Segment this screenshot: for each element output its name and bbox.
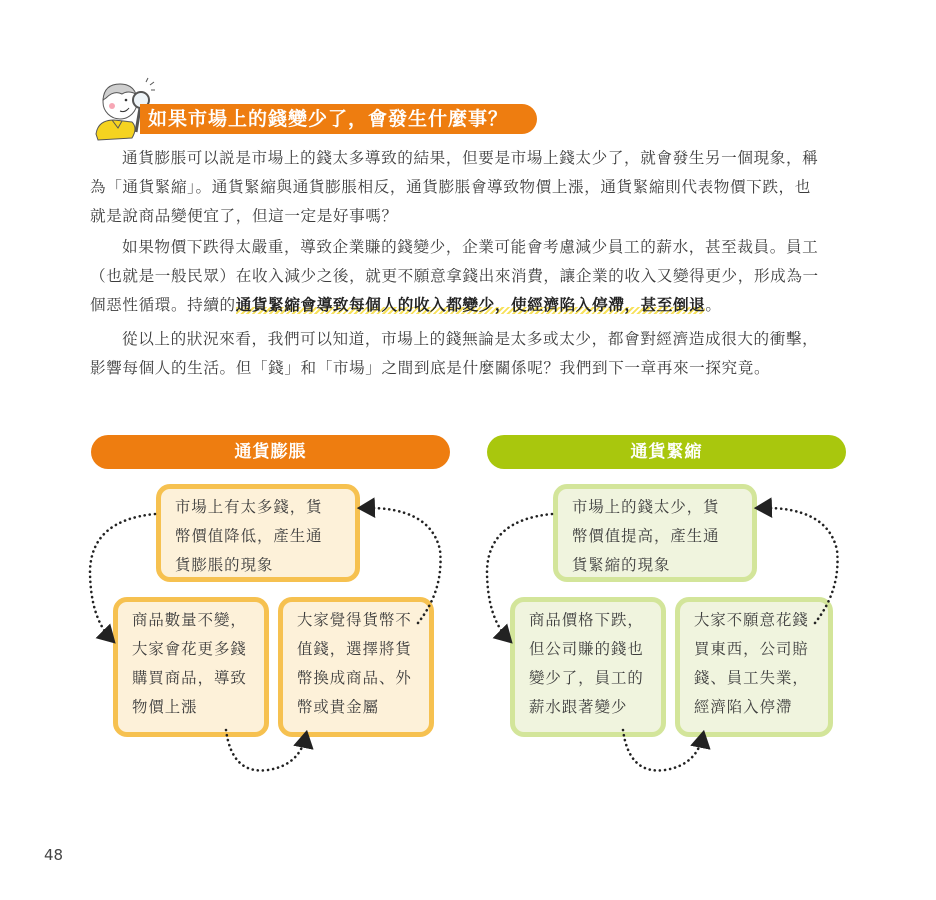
box-line: 購買商品，導致 <box>132 669 247 687</box>
paragraph-3 <box>90 325 860 383</box>
deflation-right-box <box>675 597 833 737</box>
paragraph-line: 通貨膨脹可以説是市場上的錢太多導致的結果，但要是市場上錢太少了，就會發生另一個現象，稱 <box>122 149 819 167</box>
paragraph-2 <box>90 233 860 320</box>
deflation-header: 通貨緊縮 <box>487 435 846 469</box>
paragraph-line: 影響每個人的生活。但「錢」和「市場」之間到底是什麼關係呢？我們到下一章再來一探究竟。 <box>90 359 771 377</box>
section-title: 如果市場上的錢變少了，會發生什麼事？ <box>140 104 537 134</box>
box-line: 市場上有太多錢，貨 <box>175 498 323 516</box>
box-line: 大家不願意花錢 <box>694 611 809 629</box>
box-line: 值錢，選擇將貨 <box>297 640 412 658</box>
inflation-right-box <box>278 597 434 737</box>
box-line: 幣價值提高，產生通 <box>572 527 720 545</box>
box-line: 大家會花更多錢 <box>132 640 247 658</box>
paragraph-line-prefix: 個惡性循環。持續的 <box>90 296 236 314</box>
box-line: 市場上的錢太少，貨 <box>572 498 720 516</box>
box-line: 薪水跟著變少 <box>529 698 628 716</box>
deflation-left-box <box>510 597 666 737</box>
box-line: 錢、員工失業， <box>694 669 809 687</box>
box-line: 大家覺得貨幣不 <box>297 611 412 629</box>
box-line: 商品數量不變， <box>132 611 247 629</box>
deflation-top-box <box>553 484 757 582</box>
page-number: 48 <box>44 846 64 864</box>
box-line: 經濟陷入停滯 <box>694 698 793 716</box>
paragraph-line-suffix: 。 <box>705 296 722 314</box>
paragraph-line: （也就是一般民眾）在收入減少之後，就更不願意拿錢出來消費，讓企業的收入又變得更少，形成為一 <box>90 267 819 285</box>
paragraph-line: 就是說商品變便宜了，但這一定是好事嗎？ <box>90 207 398 225</box>
box-line: 幣價值降低，產生通 <box>175 527 323 545</box>
box-line: 幣或貴金屬 <box>297 698 379 716</box>
inflation-top-box <box>156 484 360 582</box>
inflation-left-box <box>113 597 269 737</box>
inflation-header: 通貨膨脹 <box>91 435 450 469</box>
box-line: 物價上漲 <box>132 698 198 716</box>
box-line: 貨膨脹的現象 <box>175 556 274 574</box>
paragraph-line: 從以上的狀況來看，我們可以知道，市場上的錢無論是太多或太少，都會對經濟造成很大的衝擊， <box>122 330 819 348</box>
box-line: 買東西，公司賠 <box>694 640 809 658</box>
box-line: 商品價格下跌， <box>529 611 644 629</box>
box-line: 但公司賺的錢也 <box>529 640 644 658</box>
paragraph-line: 如果物價下跌得太嚴重，導致企業賺的錢變少，企業可能會考慮減少員工的薪水，甚至裁員。員工 <box>122 238 819 256</box>
box-line: 幣換成商品、外 <box>297 669 412 687</box>
box-line: 貨緊縮的現象 <box>572 556 671 574</box>
highlighted-text: 通貨緊縮會導致每個人的收入都變少，使經濟陷入停滯，甚至倒退 <box>235 296 706 314</box>
paragraph-line: 為「通貨緊縮」。通貨緊縮與通貨膨脹相反，通貨膨脹會導致物價上漲，通貨緊縮則代表物價下跌，也 <box>90 178 811 196</box>
box-line: 變少了，員工的 <box>529 669 644 687</box>
paragraph-1 <box>90 144 860 231</box>
